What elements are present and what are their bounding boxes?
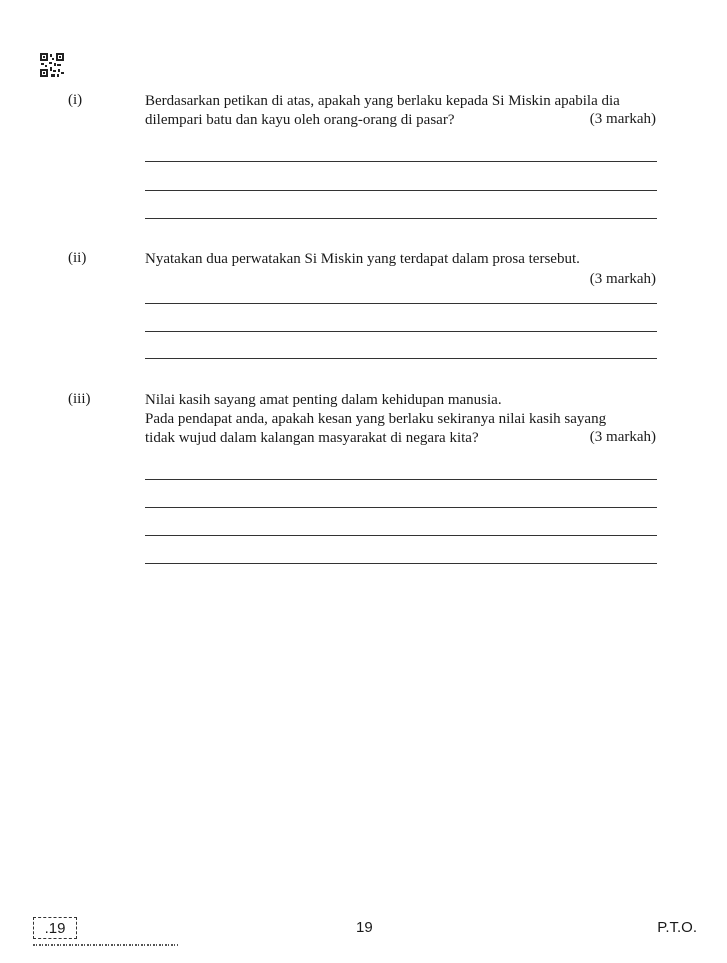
question-text-line: Pada pendapat anda, apakah kesan yang berlaku sekiranya nilai kasih sayang <box>145 411 607 427</box>
marks-label: (3 markah) <box>589 271 656 287</box>
question-text <box>145 250 657 269</box>
marks-label: (3 markah) <box>589 429 656 445</box>
answer-line[interactable] <box>145 535 657 536</box>
barcode <box>33 944 178 946</box>
question-text-line: dilempari batu dan kayu oleh orang-orang di pasar? <box>145 112 455 128</box>
question-number: (ii) <box>68 250 87 266</box>
question-text <box>145 391 657 448</box>
question-text-line: Berdasarkan petikan di atas, apakah yang berlaku kepada Si Miskin apabila dia <box>145 93 620 109</box>
question-number: (i) <box>68 92 83 108</box>
page-number: 19 <box>356 919 373 936</box>
question-text-line: Nyatakan dua perwatakan Si Miskin yang terdapat dalam prosa tersebut. <box>145 251 580 267</box>
question-number: (iii) <box>68 391 91 407</box>
marks-label: (3 markah) <box>589 111 656 127</box>
answer-line[interactable] <box>145 218 657 219</box>
question-text-line: tidak wujud dalam kalangan masyarakat di negara kita? <box>145 430 479 446</box>
answer-line[interactable] <box>145 331 657 332</box>
answer-line[interactable] <box>145 479 657 480</box>
question-text <box>145 92 657 130</box>
answer-line[interactable] <box>145 358 657 359</box>
qr-code-icon <box>40 53 64 77</box>
answer-line[interactable] <box>145 190 657 191</box>
answer-line[interactable] <box>145 161 657 162</box>
paper-code-box: .19 <box>33 917 77 939</box>
answer-line[interactable] <box>145 563 657 564</box>
answer-line[interactable] <box>145 303 657 304</box>
answer-line[interactable] <box>145 507 657 508</box>
question-text-line: Nilai kasih sayang amat penting dalam kehidupan manusia. <box>145 392 502 408</box>
pto-label: P.T.O. <box>657 919 697 936</box>
